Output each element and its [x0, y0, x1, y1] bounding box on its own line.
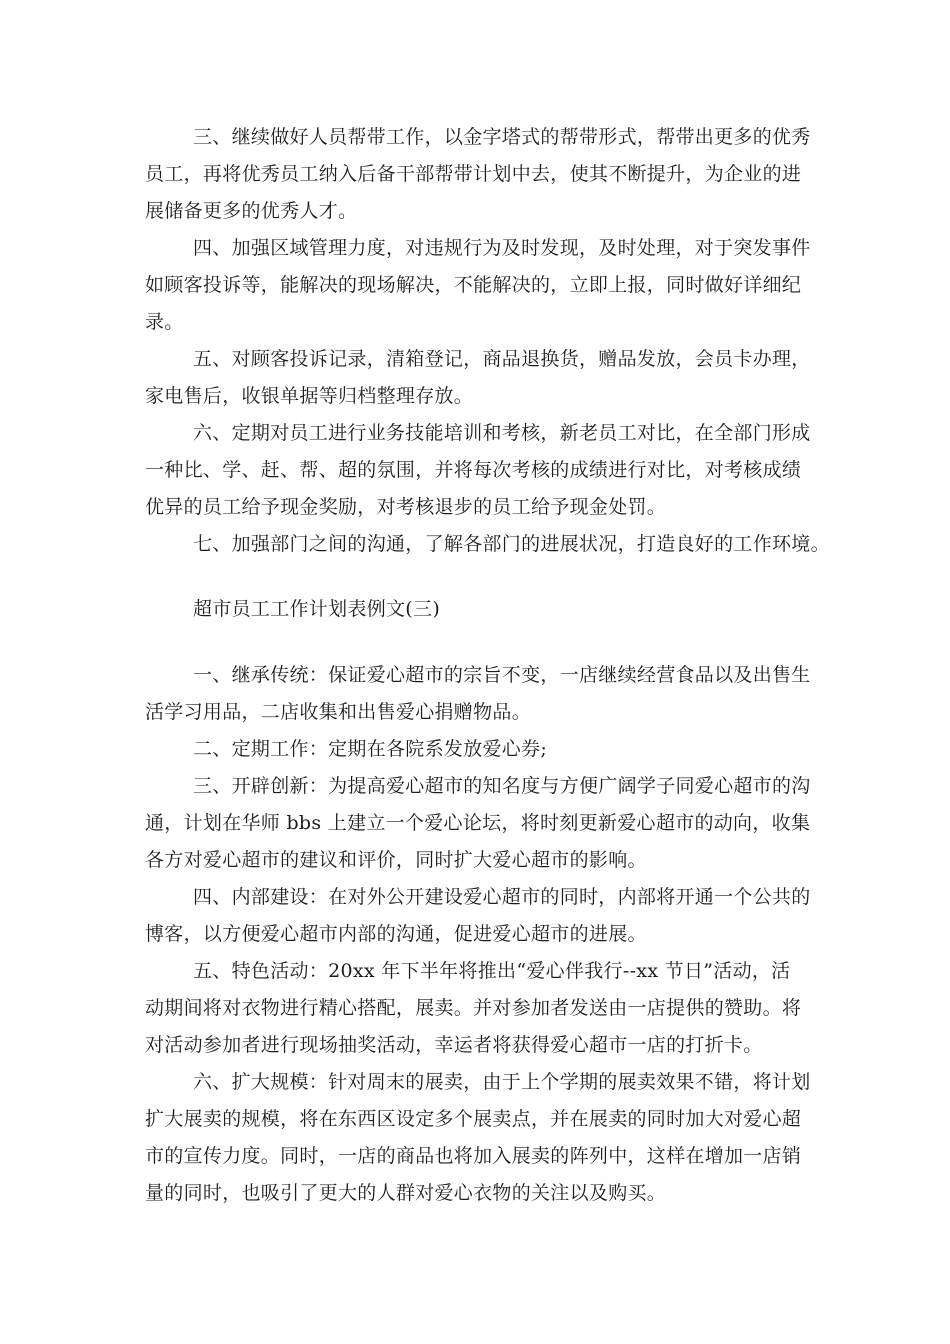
- paragraph-line: 各方对爱心超市的建议和评价，同时扩大爱心超市的影响。: [145, 849, 647, 871]
- paragraph-line: 三、继续做好人员帮带工作，以金字塔式的帮带形式，帮带出更多的优秀: [193, 126, 811, 148]
- paragraph-line: 四、内部建设：在对外公开建设爱心超市的同时，内部将开通一个公共的: [193, 886, 811, 908]
- paragraph-line: 活学习用品，二店收集和出售爱心捐赠物品。: [145, 701, 532, 723]
- paragraph-line: 一、继承传统：保证爱心超市的宗旨不变，一店继续经营食品以及出售生: [193, 664, 811, 686]
- paragraph-line: 员工，再将优秀员工纳入后备干部帮带计划中去，使其不断提升，为企业的进: [145, 163, 802, 185]
- section-title: 超市员工工作计划表例文(三): [193, 598, 441, 620]
- paragraph-line: 录。: [145, 311, 184, 333]
- paragraph-line: 五、特色活动：20xx 年下半年将推出“爱心伴我行--xx 节日”活动，活: [193, 960, 791, 982]
- paragraph-line: 四、加强区域管理力度，对违规行为及时发现，及时处理，对于突发事件: [193, 237, 811, 259]
- paragraph-line: 家电售后，收银单据等归档整理存放。: [145, 385, 474, 407]
- paragraph-line: 博客，以方便爱心超市内部的沟通，促进爱心超市的进展。: [145, 923, 647, 945]
- paragraph-line: 一种比、学、赶、帮、超的氛围，并将每次考核的成绩进行对比，对考核成绩: [145, 459, 802, 481]
- paragraph-line: 如顾客投诉等，能解决的现场解决，不能解决的，立即上报，同时做好详细纪: [145, 274, 802, 296]
- paragraph-line: 量的同时，也吸引了更大的人群对爱心衣物的关注以及购买。: [145, 1182, 667, 1204]
- paragraph-line: 展储备更多的优秀人才。: [145, 200, 358, 222]
- paragraph-line: 三、开辟创新：为提高爱心超市的知名度与方便广阔学子同爱心超市的沟: [193, 775, 811, 797]
- paragraph-line: 六、定期对员工进行业务技能培训和考核，新老员工对比，在全部门形成: [193, 422, 811, 444]
- paragraph-line: 通，计划在华师 bbs 上建立一个爱心论坛，将时刻更新爱心超市的动向，收集: [145, 812, 811, 834]
- paragraph-line: 市的宣传力度。同时，一店的商品也将加入展卖的阵列中，这样在增加一店销: [145, 1145, 802, 1167]
- paragraph-line: 对活动参加者进行现场抽奖活动，幸运者将获得爱心超市一店的打折卡。: [145, 1034, 763, 1056]
- paragraph-line: 动期间将对衣物进行精心搭配，展卖。并对参加者发送由一店提供的赞助。将: [145, 997, 802, 1019]
- paragraph-line: 二、定期工作：定期在各院系发放爱心券;: [193, 738, 548, 760]
- paragraph-line: 七、加强部门之间的沟通，了解各部门的进展状况，打造良好的工作环境。: [193, 533, 830, 555]
- paragraph-line: 六、扩大规模：针对周末的展卖，由于上个学期的展卖效果不错，将计划: [193, 1071, 811, 1093]
- paragraph-line: 扩大展卖的规模，将在东西区设定多个展卖点，并在展卖的同时加大对爱心超: [145, 1108, 802, 1130]
- paragraph-line: 五、对顾客投诉记录，清箱登记，商品退换货，赠品发放，会员卡办理，: [193, 348, 811, 370]
- paragraph-line: 优异的员工给予现金奖励，对考核退步的员工给予现金处罚。: [145, 496, 667, 518]
